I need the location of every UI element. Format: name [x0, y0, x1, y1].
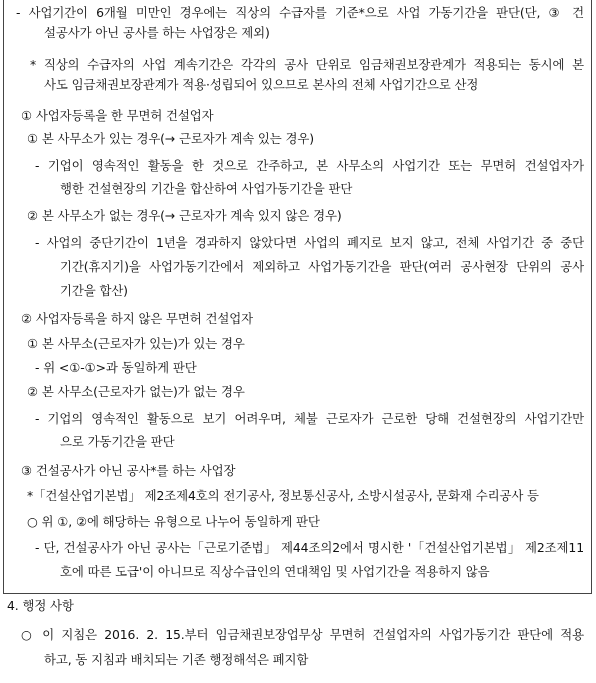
- text-line-17: - 기업의 영속적인 활동으로 보기 어려우며, 체불 근로자가 근로한 당해 건설현장의 사업기간만: [35, 411, 584, 426]
- text-line-25: ○ 이 지침은 2016. 2. 15.부터 임금채권보장업무상 무면허 건설업자의 사업가동기간 판단에 적용: [21, 627, 584, 642]
- section-heading-2: ② 사업자등록을 하지 않은 무면허 건설업자: [21, 311, 253, 326]
- section-heading-1: ① 사업자등록을 한 무면허 건설업자: [21, 108, 214, 123]
- text-line-15: - 위 <①-①>과 동일하게 판단: [35, 360, 197, 375]
- text-line-12: 기간을 합산): [60, 283, 128, 298]
- section-heading-3: ③ 건설공사가 아닌 공사*를 하는 사업장: [21, 463, 236, 478]
- text-line-11: 기간(휴지기)을 사업가동기간에서 제외하고 사업가동기간을 판단(여러 공사현장 단위의 공사: [60, 259, 584, 274]
- text-line-18: 으로 가동기간을 판단: [60, 434, 175, 449]
- subheading-2-1: ① 본 사무소(근로자가 있는)가 있는 경우: [27, 336, 245, 351]
- text-line-26: 하고, 동 지침과 배치되는 기존 행정해석은 폐지함: [44, 652, 309, 667]
- text-line-3: * 직상의 수급자의 사업 계속기간은 각각의 공사 단위로 임금채권보장관계가 적용되는 동시에 본: [30, 57, 584, 72]
- subheading-2-2: ② 본 사무소(근로자가 없는)가 없는 경우: [27, 384, 245, 399]
- text-line-21: ○ 위 ①, ②에 해당하는 유형으로 나누어 동일하게 판단: [27, 514, 320, 529]
- text-line-8: 행한 건설현장의 기간을 합산하여 사업가동기간을 판단: [60, 181, 353, 196]
- text-line-20: *「건설산업기본법」 제2조제4호의 전기공사, 정보통신공사, 소방시설공사, 문화재 수리공사 등: [27, 488, 539, 503]
- subheading-1-2: ② 본 사무소가 없는 경우(→ 근로자가 계속 있지 않은 경우): [27, 208, 342, 223]
- text-line-22: - 단, 건설공사가 아닌 공사는「근로기준법」 제44조의2에서 명시한 '「건설산업기본법」 제2조제11: [35, 540, 584, 555]
- text-line-7: - 기업이 영속적인 활동을 한 것으로 간주하고, 본 사무소의 사업기간 또는 무면허 건설업자가: [35, 158, 584, 173]
- text-line-23: 호에 따른 도급'이 아니므로 직상수급인의 연대책임 및 사업기간을 적용하지 않음: [60, 564, 490, 579]
- text-line-10: - 사업의 중단기간이 1년을 경과하지 않았다면 사업의 폐지로 보지 않고, 전체 사업기간 중 중단: [35, 235, 584, 250]
- text-line-4: 사도 임금채권보장관계가 적용·성립되어 있으므로 본사의 전체 사업기간으로 산정: [44, 77, 479, 92]
- text-line-1: - 사업기간이 6개월 미만인 경우에는 직상의 수급자를 기준*으로 사업 가동기간을 판단(단, ③ 건: [16, 5, 584, 20]
- subheading-1-1: ① 본 사무소가 있는 경우(→ 근로자가 계속 있는 경우): [27, 131, 314, 146]
- section-heading-4: 4. 행정 사항: [7, 598, 74, 613]
- text-line-2: 설공사가 아닌 공사를 하는 사업장은 제외): [44, 25, 270, 40]
